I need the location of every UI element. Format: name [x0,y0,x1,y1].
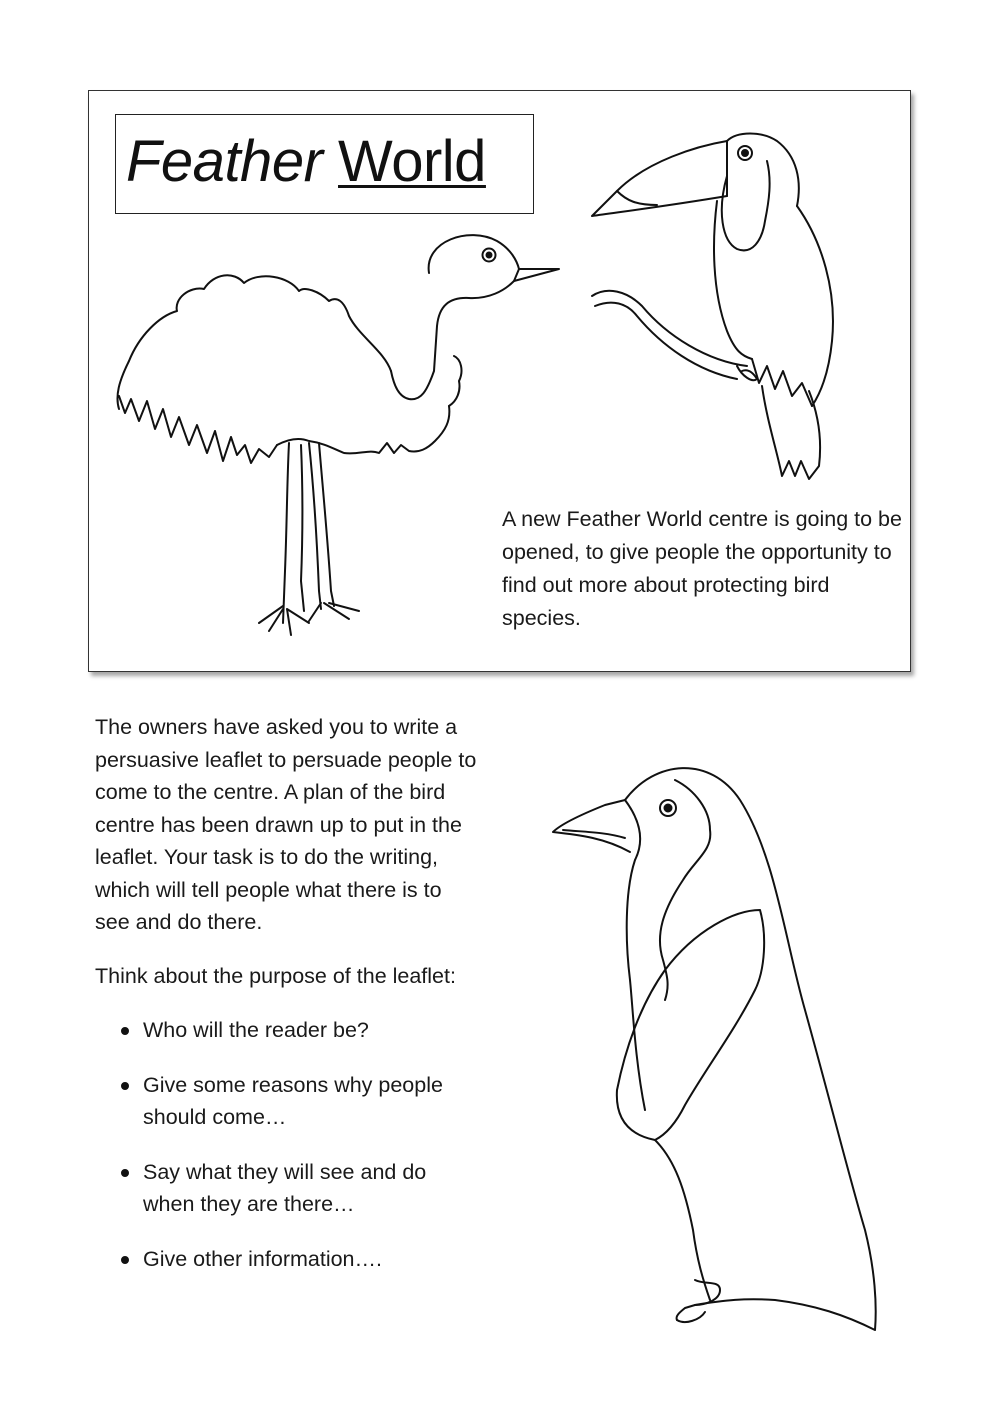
list-item [95,1069,535,1134]
task-paragraph [95,711,535,939]
list-item [95,1243,535,1276]
title-feather: Feather [126,129,323,194]
task-line: which will tell people what there is to [95,877,442,902]
intro-paragraph: A new Feather World centre is going to be opened, to give people the opportunity to find out more about protecting bird species. [502,507,902,630]
list-item [95,1156,535,1221]
page-title [126,127,486,197]
purpose-prompt: Think about the purpose of the leaflet: [95,964,456,988]
list-item [95,1014,535,1047]
list-item-line: Say what they will see and do [143,1159,427,1184]
task-line: see and do there. [95,910,263,934]
emu-drawing [109,231,569,641]
list-item-line: Give some reasons why people [143,1072,443,1097]
task-line: persuasive leaflet to persuade people to [95,747,477,772]
task-line: The owners have asked you to write a [95,715,458,739]
penguin-drawing [545,760,885,1340]
list-item-line: Who will the reader be? [143,1018,369,1042]
intro-panel [88,90,911,672]
task-line: leaflet. Your task is to do the writing, [95,845,439,869]
list-item-line: Give other information…. [143,1246,382,1271]
list-item-line: when they are there… [143,1192,355,1216]
purpose-list [95,1014,535,1297]
list-item-line: should come… [143,1105,287,1129]
title-world: World [338,129,486,194]
task-line: centre has been drawn up to put in the [95,812,462,837]
toucan-drawing [587,121,847,491]
title-frame [115,114,534,214]
task-line: come to the centre. A plan of the bird [95,780,446,804]
